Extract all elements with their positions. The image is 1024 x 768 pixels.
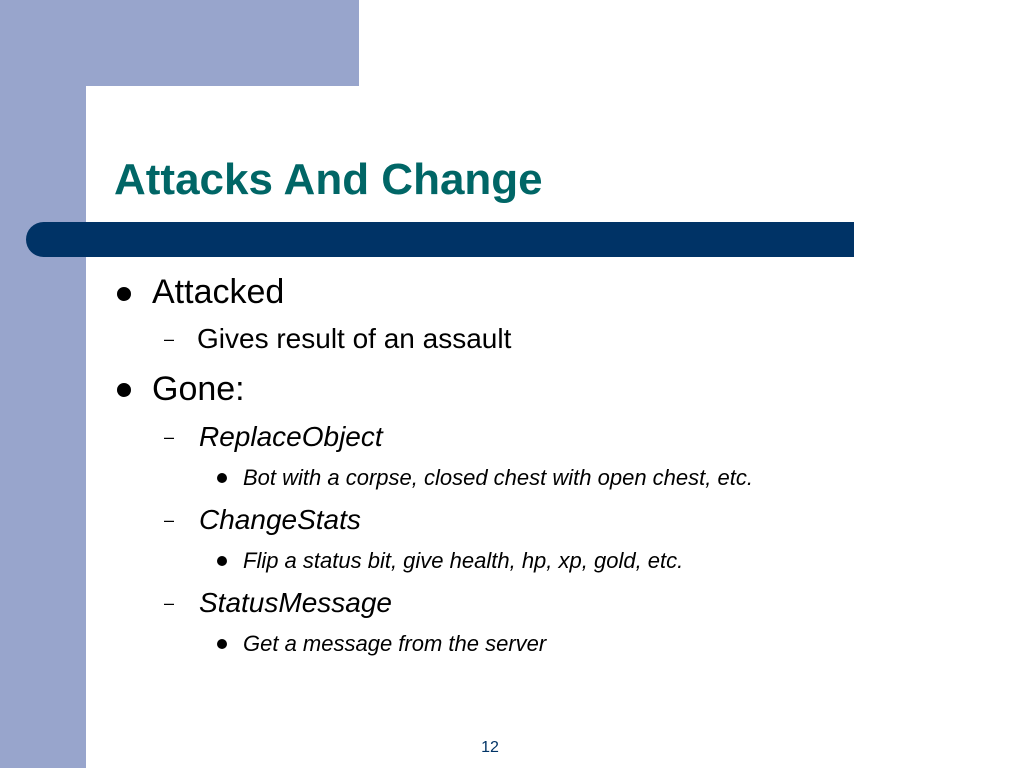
dash-icon: – (164, 510, 175, 530)
bullet-dot-icon (217, 473, 227, 483)
bullet-dot-icon (117, 383, 131, 397)
detail-text: Flip a status bit, give health, hp, xp, gold, etc. (243, 548, 684, 573)
sub-item-text: ReplaceObject (199, 421, 383, 452)
sub-item-text: StatusMessage (199, 587, 392, 618)
bullet-dot-icon (217, 639, 227, 649)
bullet-dot-icon (217, 556, 227, 566)
bullet-dot-icon (117, 287, 131, 301)
bullet-text: Gone: (152, 370, 245, 408)
page-number: 12 (481, 739, 499, 756)
dash-icon: – (164, 329, 175, 349)
slide-title: Attacks And Change (114, 155, 543, 204)
detail-text: Get a message from the server (243, 631, 547, 656)
sub-item-text: Gives result of an assault (197, 323, 512, 354)
dash-icon: – (164, 427, 175, 447)
dash-icon: – (164, 593, 175, 613)
sub-item-text: ChangeStats (199, 504, 361, 535)
detail-text: Bot with a corpse, closed chest with open chest, etc. (243, 465, 753, 490)
bullet-text: Attacked (152, 273, 285, 311)
